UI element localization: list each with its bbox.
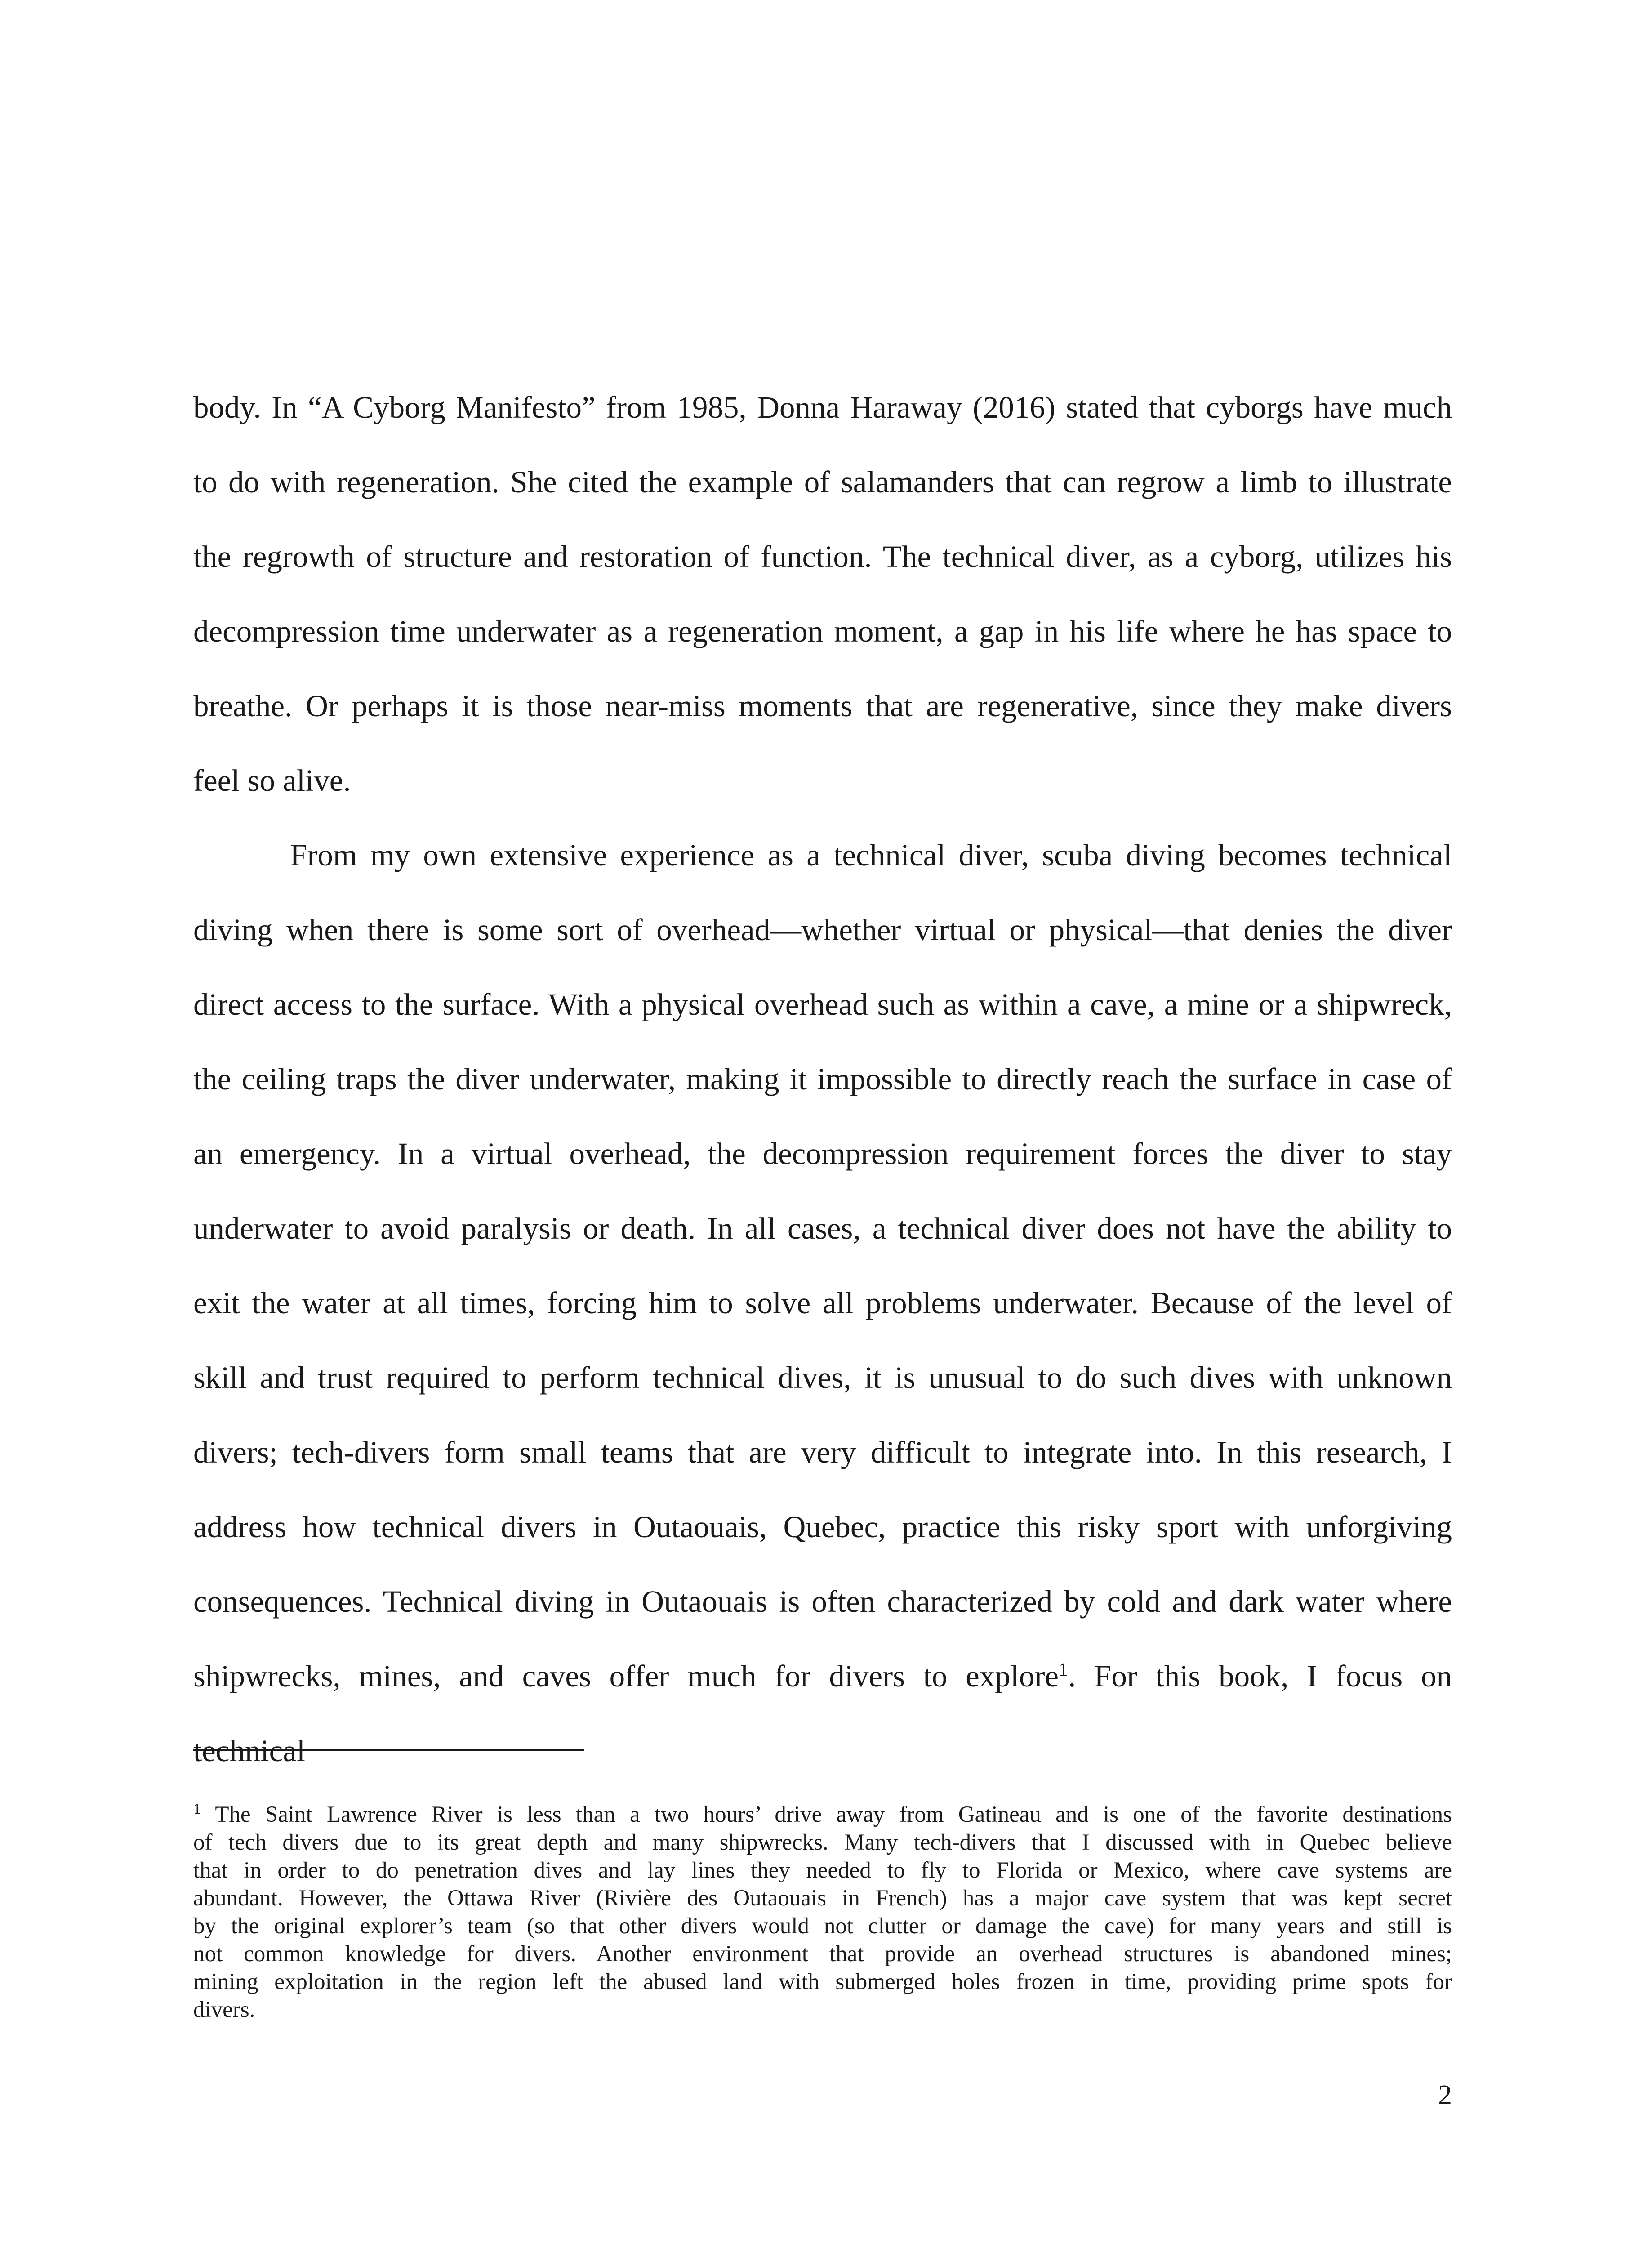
footnote-line: mining exploitation in the region left the abused land with submerged holes frozen in time, providing prime spots for: [193, 1969, 1452, 1994]
footnote-line: not common knowledge for divers. Another environment that provide an overhead structures is abandoned mines;: [193, 1941, 1452, 1967]
text-line: address how technical divers in Outaouais, Quebec, practice this risky sport with unforgiving: [193, 1510, 1452, 1544]
page-number: 2: [1438, 2080, 1452, 2110]
text-line: feel so alive.: [193, 763, 351, 798]
footnote-line: abundant. However, the Ottawa River (Rivière des Outaouais in French) has a major cave system that was kept secret: [193, 1886, 1452, 1911]
body-paragraph-1: [193, 370, 1452, 818]
text-segment: . For this book, I focus on: [1068, 1659, 1452, 1693]
text-line: underwater to avoid paralysis or death. In all cases, a technical diver does not have the ability to: [193, 1211, 1452, 1245]
text-line: diving when there is some sort of overhead—whether virtual or physical—that denies the diver: [193, 913, 1452, 947]
body-paragraph-2: [193, 818, 1452, 1788]
text-line: exit the water at all times, forcing him to solve all problems underwater. Because of the level of: [193, 1286, 1452, 1320]
text-line: From my own extensive experience as a technical diver, scuba diving becomes technical: [290, 838, 1452, 872]
text-line: to do with regeneration. She cited the example of salamanders that can regrow a limb to illustrate: [193, 465, 1452, 499]
text-line: the ceiling traps the diver underwater, making it impossible to directly reach the surface in case of: [193, 1062, 1452, 1096]
footnote-line: divers.: [193, 1997, 255, 2022]
text-line: an emergency. In a virtual overhead, the decompression requirement forces the diver to stay: [193, 1137, 1452, 1171]
text-line: skill and trust required to perform technical dives, it is unusual to do such dives with unknown: [193, 1360, 1452, 1395]
footnote-text: The Saint Lawrence River is less than a two hours’ drive away from Gatineau and is one of the favorite destinations: [201, 1802, 1452, 1827]
footnote-line: of tech divers due to its great depth and many shipwrecks. Many tech-divers that I discussed with in Quebec believe: [193, 1830, 1452, 1855]
footnote-marker: 1: [193, 1801, 201, 1817]
text-line: the regrowth of structure and restoration of function. The technical diver, as a cyborg, utilizes his: [193, 540, 1452, 574]
footnote: [193, 1801, 1452, 2024]
footnote-reference[interactable]: 1: [1059, 1659, 1069, 1680]
text-line: technical: [193, 1734, 306, 1768]
text-segment: shipwrecks, mines, and caves offer much for divers to explore: [193, 1659, 1059, 1693]
footnote-line: by the original explorer’s team (so that other divers would not clutter or damage the cave) for many years and still is: [193, 1913, 1452, 1939]
text-line-with-footnote-ref: [193, 1639, 1452, 1713]
footnote-separator: [193, 1749, 584, 1751]
text-line: divers; tech-divers form small teams that are very difficult to integrate into. In this research, I: [193, 1435, 1452, 1469]
footnote-line: [193, 1801, 1452, 1829]
text-line: decompression time underwater as a regeneration moment, a gap in his life where he has space to: [193, 614, 1452, 648]
footnote-line: that in order to do penetration dives and lay lines they needed to fly to Florida or Mexico, where cave systems are: [193, 1858, 1452, 1883]
text-line: consequences. Technical diving in Outaouais is often characterized by cold and dark water where: [193, 1584, 1452, 1619]
text-line: body. In “A Cyborg Manifesto” from 1985, Donna Haraway (2016) stated that cyborgs have much: [193, 390, 1452, 424]
text-line: breathe. Or perhaps it is those near-miss moments that are regenerative, since they make divers: [193, 689, 1452, 723]
text-line: direct access to the surface. With a physical overhead such as within a cave, a mine or a shipwreck,: [193, 987, 1452, 1021]
